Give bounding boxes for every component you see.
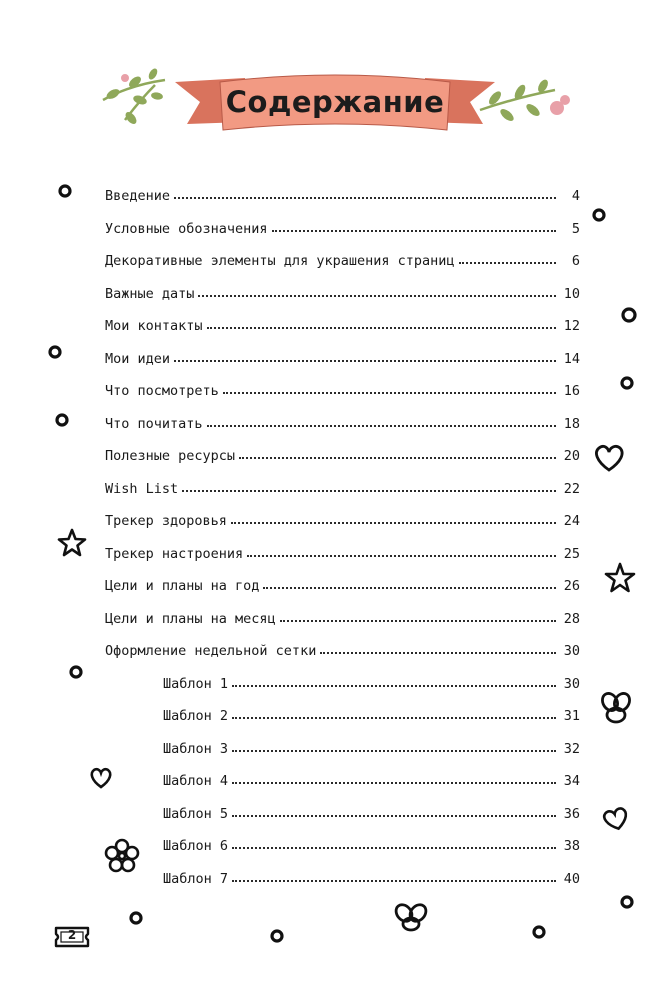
toc-entry-title: Шаблон 2 <box>163 708 229 724</box>
toc-entry-page: 30 <box>563 643 580 659</box>
dot-leader <box>174 351 556 362</box>
toc-entry-title: Мои идеи <box>105 350 171 367</box>
toc-entry-title: Шаблон 1 <box>163 675 229 692</box>
toc-entry[interactable] <box>105 505 580 538</box>
flower-icon <box>598 690 634 726</box>
toc-entry-page: 25 <box>563 545 580 562</box>
toc-entry[interactable] <box>105 440 580 473</box>
ring-dot-icon <box>57 183 73 199</box>
heart-icon <box>88 766 114 790</box>
ring-dot-icon <box>619 894 635 910</box>
toc-entry[interactable] <box>105 570 580 603</box>
dot-leader <box>174 188 556 199</box>
toc-entry[interactable] <box>105 310 580 343</box>
page-title: Содержание <box>225 85 445 119</box>
dot-leader <box>223 383 556 394</box>
flower-icon <box>104 838 140 874</box>
toc-entry-title: Важные даты <box>105 285 195 302</box>
toc-entry-page: 5 <box>571 220 580 237</box>
ring-dot-icon <box>619 375 635 391</box>
dot-leader <box>231 513 556 524</box>
dot-leader <box>280 611 556 622</box>
toc-entry-page: 26 <box>563 578 580 594</box>
toc-entry-page: 32 <box>563 740 580 757</box>
toc-entry-page: 20 <box>563 448 580 464</box>
heart-icon <box>592 442 626 474</box>
star-icon <box>57 528 87 558</box>
toc-entry[interactable] <box>105 180 580 213</box>
dot-leader <box>239 448 556 459</box>
toc-subentry[interactable] <box>105 765 580 798</box>
toc-subentry[interactable] <box>105 668 580 701</box>
toc-entry[interactable] <box>105 343 580 376</box>
ring-dot-icon <box>128 910 144 926</box>
toc-entry-title: Условные обозначения <box>105 220 268 237</box>
toc-entry-title: Что посмотреть <box>105 383 219 399</box>
dot-leader <box>207 318 556 329</box>
dot-leader <box>263 578 556 589</box>
ring-dot-icon <box>47 344 63 360</box>
toc-entry-title: Что почитать <box>105 415 203 432</box>
dot-leader <box>198 286 556 297</box>
dot-leader <box>232 871 556 882</box>
dot-leader <box>232 838 556 849</box>
dot-leader <box>459 253 557 264</box>
toc-entry-title: Оформление недельной сетки <box>105 643 317 659</box>
toc-entry-page: 24 <box>563 513 580 529</box>
toc-entry-page: 36 <box>563 805 580 822</box>
toc-entry-page: 30 <box>563 675 580 692</box>
toc-entry-page: 14 <box>563 350 580 367</box>
toc-entry-page: 22 <box>563 480 580 497</box>
dot-leader <box>232 773 556 784</box>
toc-entry-title: Шаблон 5 <box>163 805 229 822</box>
toc-entry[interactable] <box>105 375 580 408</box>
ring-dot-icon <box>54 412 70 428</box>
title-banner <box>95 60 575 155</box>
dot-leader <box>272 221 556 232</box>
toc-entry-title: Мои контакты <box>105 318 203 334</box>
toc-entry-title: Цели и планы на год <box>105 578 260 594</box>
dot-leader <box>247 546 556 557</box>
table-of-contents <box>105 180 580 895</box>
toc-entry-title: Трекер настроения <box>105 545 244 562</box>
toc-entry-title: Шаблон 7 <box>163 870 229 887</box>
flower-icon <box>393 900 429 932</box>
toc-entry-page: 34 <box>563 773 580 789</box>
toc-entry[interactable] <box>105 408 580 441</box>
dot-leader <box>207 416 556 427</box>
toc-entry-page: 10 <box>563 285 580 302</box>
toc-entry[interactable] <box>105 278 580 311</box>
ring-dot-icon <box>620 306 638 324</box>
dot-leader <box>232 708 556 719</box>
toc-entry-title: Введение <box>105 188 171 204</box>
toc-entry-title: Wish List <box>105 480 179 497</box>
toc-subentry[interactable] <box>105 733 580 766</box>
toc-entry[interactable] <box>105 213 580 246</box>
toc-entry-page: 12 <box>563 318 580 334</box>
toc-entry-page: 40 <box>563 870 580 887</box>
page-number: 2 <box>67 928 77 942</box>
toc-entry-title: Декоративные элементы для украшения страниц <box>105 253 455 269</box>
toc-entry-page: 38 <box>563 838 580 854</box>
toc-entry[interactable] <box>105 245 580 278</box>
star-icon <box>604 562 636 594</box>
toc-entry-page: 6 <box>571 253 580 269</box>
dot-leader <box>232 676 556 687</box>
toc-entry-title: Шаблон 4 <box>163 773 229 789</box>
dot-leader <box>232 741 556 752</box>
toc-entry-page: 4 <box>571 188 580 204</box>
dot-leader <box>320 643 556 654</box>
dot-leader <box>232 806 556 817</box>
toc-entry-title: Шаблон 3 <box>163 740 229 757</box>
toc-subentry[interactable] <box>105 830 580 863</box>
toc-entry-page: 16 <box>563 383 580 399</box>
toc-entry-title: Полезные ресурсы <box>105 448 236 464</box>
toc-entry[interactable] <box>105 603 580 636</box>
heart-icon <box>601 806 631 832</box>
ring-dot-icon <box>68 664 84 680</box>
toc-entry[interactable] <box>105 473 580 506</box>
toc-entry-page: 18 <box>563 415 580 432</box>
toc-subentry[interactable] <box>105 863 580 896</box>
toc-entry-page: 28 <box>563 610 580 627</box>
ring-dot-icon <box>531 924 547 940</box>
toc-entry-title: Шаблон 6 <box>163 838 229 854</box>
page-number-badge <box>52 924 92 950</box>
dot-leader <box>182 481 556 492</box>
toc-entry-title: Цели и планы на месяц <box>105 610 276 627</box>
ring-dot-icon <box>269 928 285 944</box>
toc-entry[interactable] <box>105 538 580 571</box>
toc-entry[interactable] <box>105 635 580 668</box>
toc-subentry[interactable] <box>105 798 580 831</box>
toc-entry-title: Трекер здоровья <box>105 513 227 529</box>
toc-subentry[interactable] <box>105 700 580 733</box>
ring-dot-icon <box>591 207 607 223</box>
toc-entry-page: 31 <box>563 708 580 724</box>
